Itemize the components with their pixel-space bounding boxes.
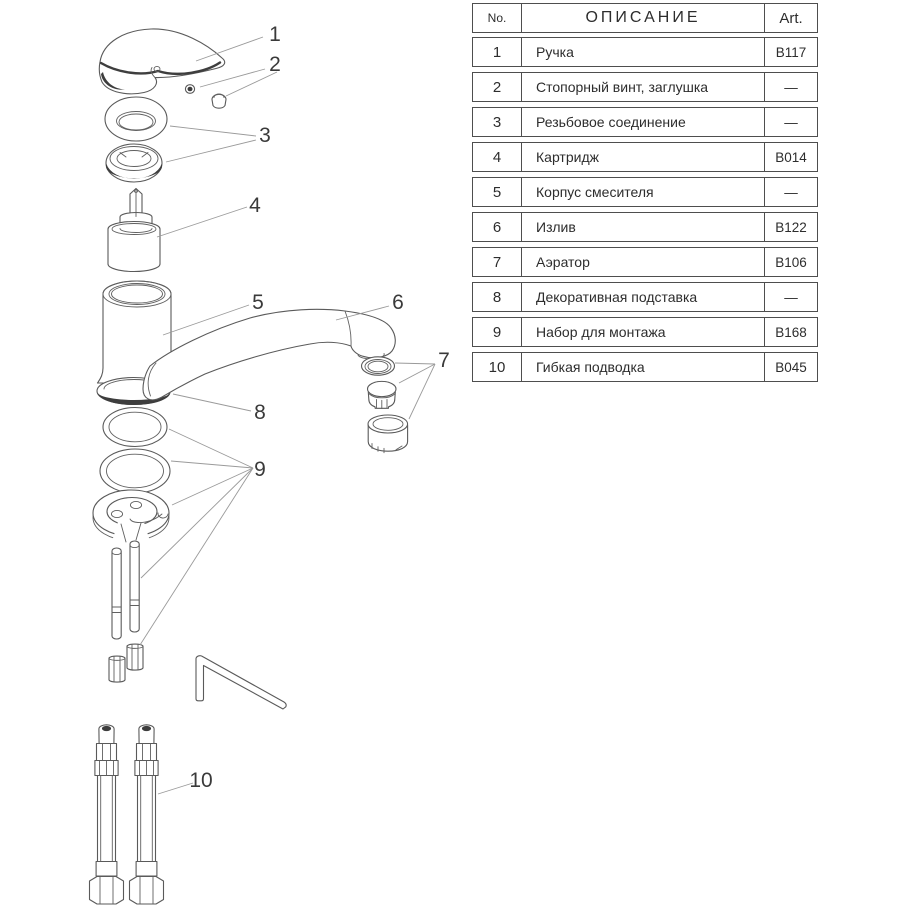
parts-table xyxy=(472,3,818,387)
table-row xyxy=(472,177,818,207)
leader-line-7 xyxy=(395,363,435,364)
table-row xyxy=(472,247,818,277)
handle-part xyxy=(99,29,224,94)
row-desc: Картридж xyxy=(522,143,765,171)
row-desc: Ручка xyxy=(522,38,765,66)
row-desc: Гибкая подводка xyxy=(522,353,765,381)
leader-line-7 xyxy=(399,364,435,383)
table-row xyxy=(472,37,818,67)
hose-left-tip xyxy=(102,726,111,731)
hose-left-segments xyxy=(90,725,124,904)
row-art: B168 xyxy=(775,324,807,340)
handle-outline xyxy=(99,29,224,94)
row-no: 8 xyxy=(473,283,522,311)
callout-7: 7 xyxy=(438,349,450,372)
stud-right xyxy=(130,541,139,632)
row-no: 4 xyxy=(473,143,522,171)
callout-1: 1 xyxy=(269,23,281,46)
row-no: 3 xyxy=(473,108,522,136)
parts-table-header xyxy=(472,3,818,33)
callout-5: 5 xyxy=(252,291,264,314)
row-art: — xyxy=(784,114,798,130)
leader-line-2 xyxy=(200,69,265,87)
o-ring-1-outer xyxy=(103,408,167,447)
row-no: 9 xyxy=(473,318,522,346)
row-art: — xyxy=(784,79,798,95)
row-art: B122 xyxy=(775,219,807,235)
row-no: 5 xyxy=(473,178,522,206)
leader-line-4 xyxy=(157,207,247,237)
callout-2: 2 xyxy=(269,53,281,76)
table-row xyxy=(472,212,818,242)
callout-9: 9 xyxy=(254,458,266,481)
row-art: — xyxy=(784,289,798,305)
callout-10: 10 xyxy=(189,769,213,792)
callout-6: 6 xyxy=(392,291,404,314)
table-row xyxy=(472,142,818,172)
parts-table-body xyxy=(472,37,818,382)
dome-cap-part xyxy=(105,97,167,141)
row-no: 6 xyxy=(473,213,522,241)
row-no: 1 xyxy=(473,38,522,66)
row-art: B045 xyxy=(775,359,807,375)
leader-line-10 xyxy=(158,783,193,794)
table-row xyxy=(472,352,818,382)
o-ring-2-outer xyxy=(100,449,170,493)
flex-hose-right xyxy=(130,725,164,904)
threaded-ring-part xyxy=(106,144,162,182)
spout-body xyxy=(143,309,395,399)
header-art: Art. xyxy=(779,9,803,27)
table-row xyxy=(472,107,818,137)
row-desc: Резьбовое соединение xyxy=(522,108,765,136)
callouts-layer xyxy=(140,23,450,794)
hose-right-segments xyxy=(130,725,164,904)
row-desc: Декоративная подставка xyxy=(522,283,765,311)
spout-part xyxy=(143,309,395,399)
set-screw-socket xyxy=(188,87,193,92)
table-row xyxy=(472,282,818,312)
row-art: B014 xyxy=(775,149,807,165)
mounting-nuts xyxy=(109,644,143,682)
row-art: — xyxy=(784,184,798,200)
header-no: No. xyxy=(473,4,522,32)
callout-8: 8 xyxy=(254,401,266,424)
leader-line-8 xyxy=(173,394,251,411)
threaded-ring-body xyxy=(106,144,162,182)
header-desc: ОПИСАНИЕ xyxy=(522,4,765,32)
row-no: 10 xyxy=(473,353,522,381)
row-desc: Излив xyxy=(522,213,765,241)
dome-cap-body xyxy=(105,97,167,141)
set-screw-and-plug-part xyxy=(185,85,226,108)
row-art: B106 xyxy=(775,254,807,270)
leader-line-7 xyxy=(409,364,435,419)
callout-3: 3 xyxy=(259,124,271,147)
row-desc: Стопорный винт, заглушка xyxy=(522,73,765,101)
row-no: 7 xyxy=(473,248,522,276)
stud-left xyxy=(112,548,121,639)
flex-hose-left xyxy=(90,725,124,904)
row-desc: Набор для монтажа xyxy=(522,318,765,346)
leader-line-3 xyxy=(166,140,256,162)
table-row xyxy=(472,317,818,347)
allen-key-tool xyxy=(196,656,286,709)
o-ring-1 xyxy=(103,408,167,447)
allen-key xyxy=(196,656,286,709)
cartridge-part xyxy=(108,189,160,272)
leader-line-9 xyxy=(140,468,253,645)
mounting-studs xyxy=(112,541,139,639)
mounting-plate-part xyxy=(93,490,169,548)
row-no: 2 xyxy=(473,73,522,101)
aerator-part xyxy=(362,357,408,453)
row-art: B117 xyxy=(775,44,807,60)
leader-line-3 xyxy=(170,126,256,136)
o-ring-2 xyxy=(100,449,170,493)
table-row xyxy=(472,72,818,102)
row-desc: Аэратор xyxy=(522,248,765,276)
row-desc: Корпус смесителя xyxy=(522,178,765,206)
hose-right-tip xyxy=(142,726,151,731)
callout-4: 4 xyxy=(249,194,261,217)
aerator-insert-flange xyxy=(368,381,397,396)
